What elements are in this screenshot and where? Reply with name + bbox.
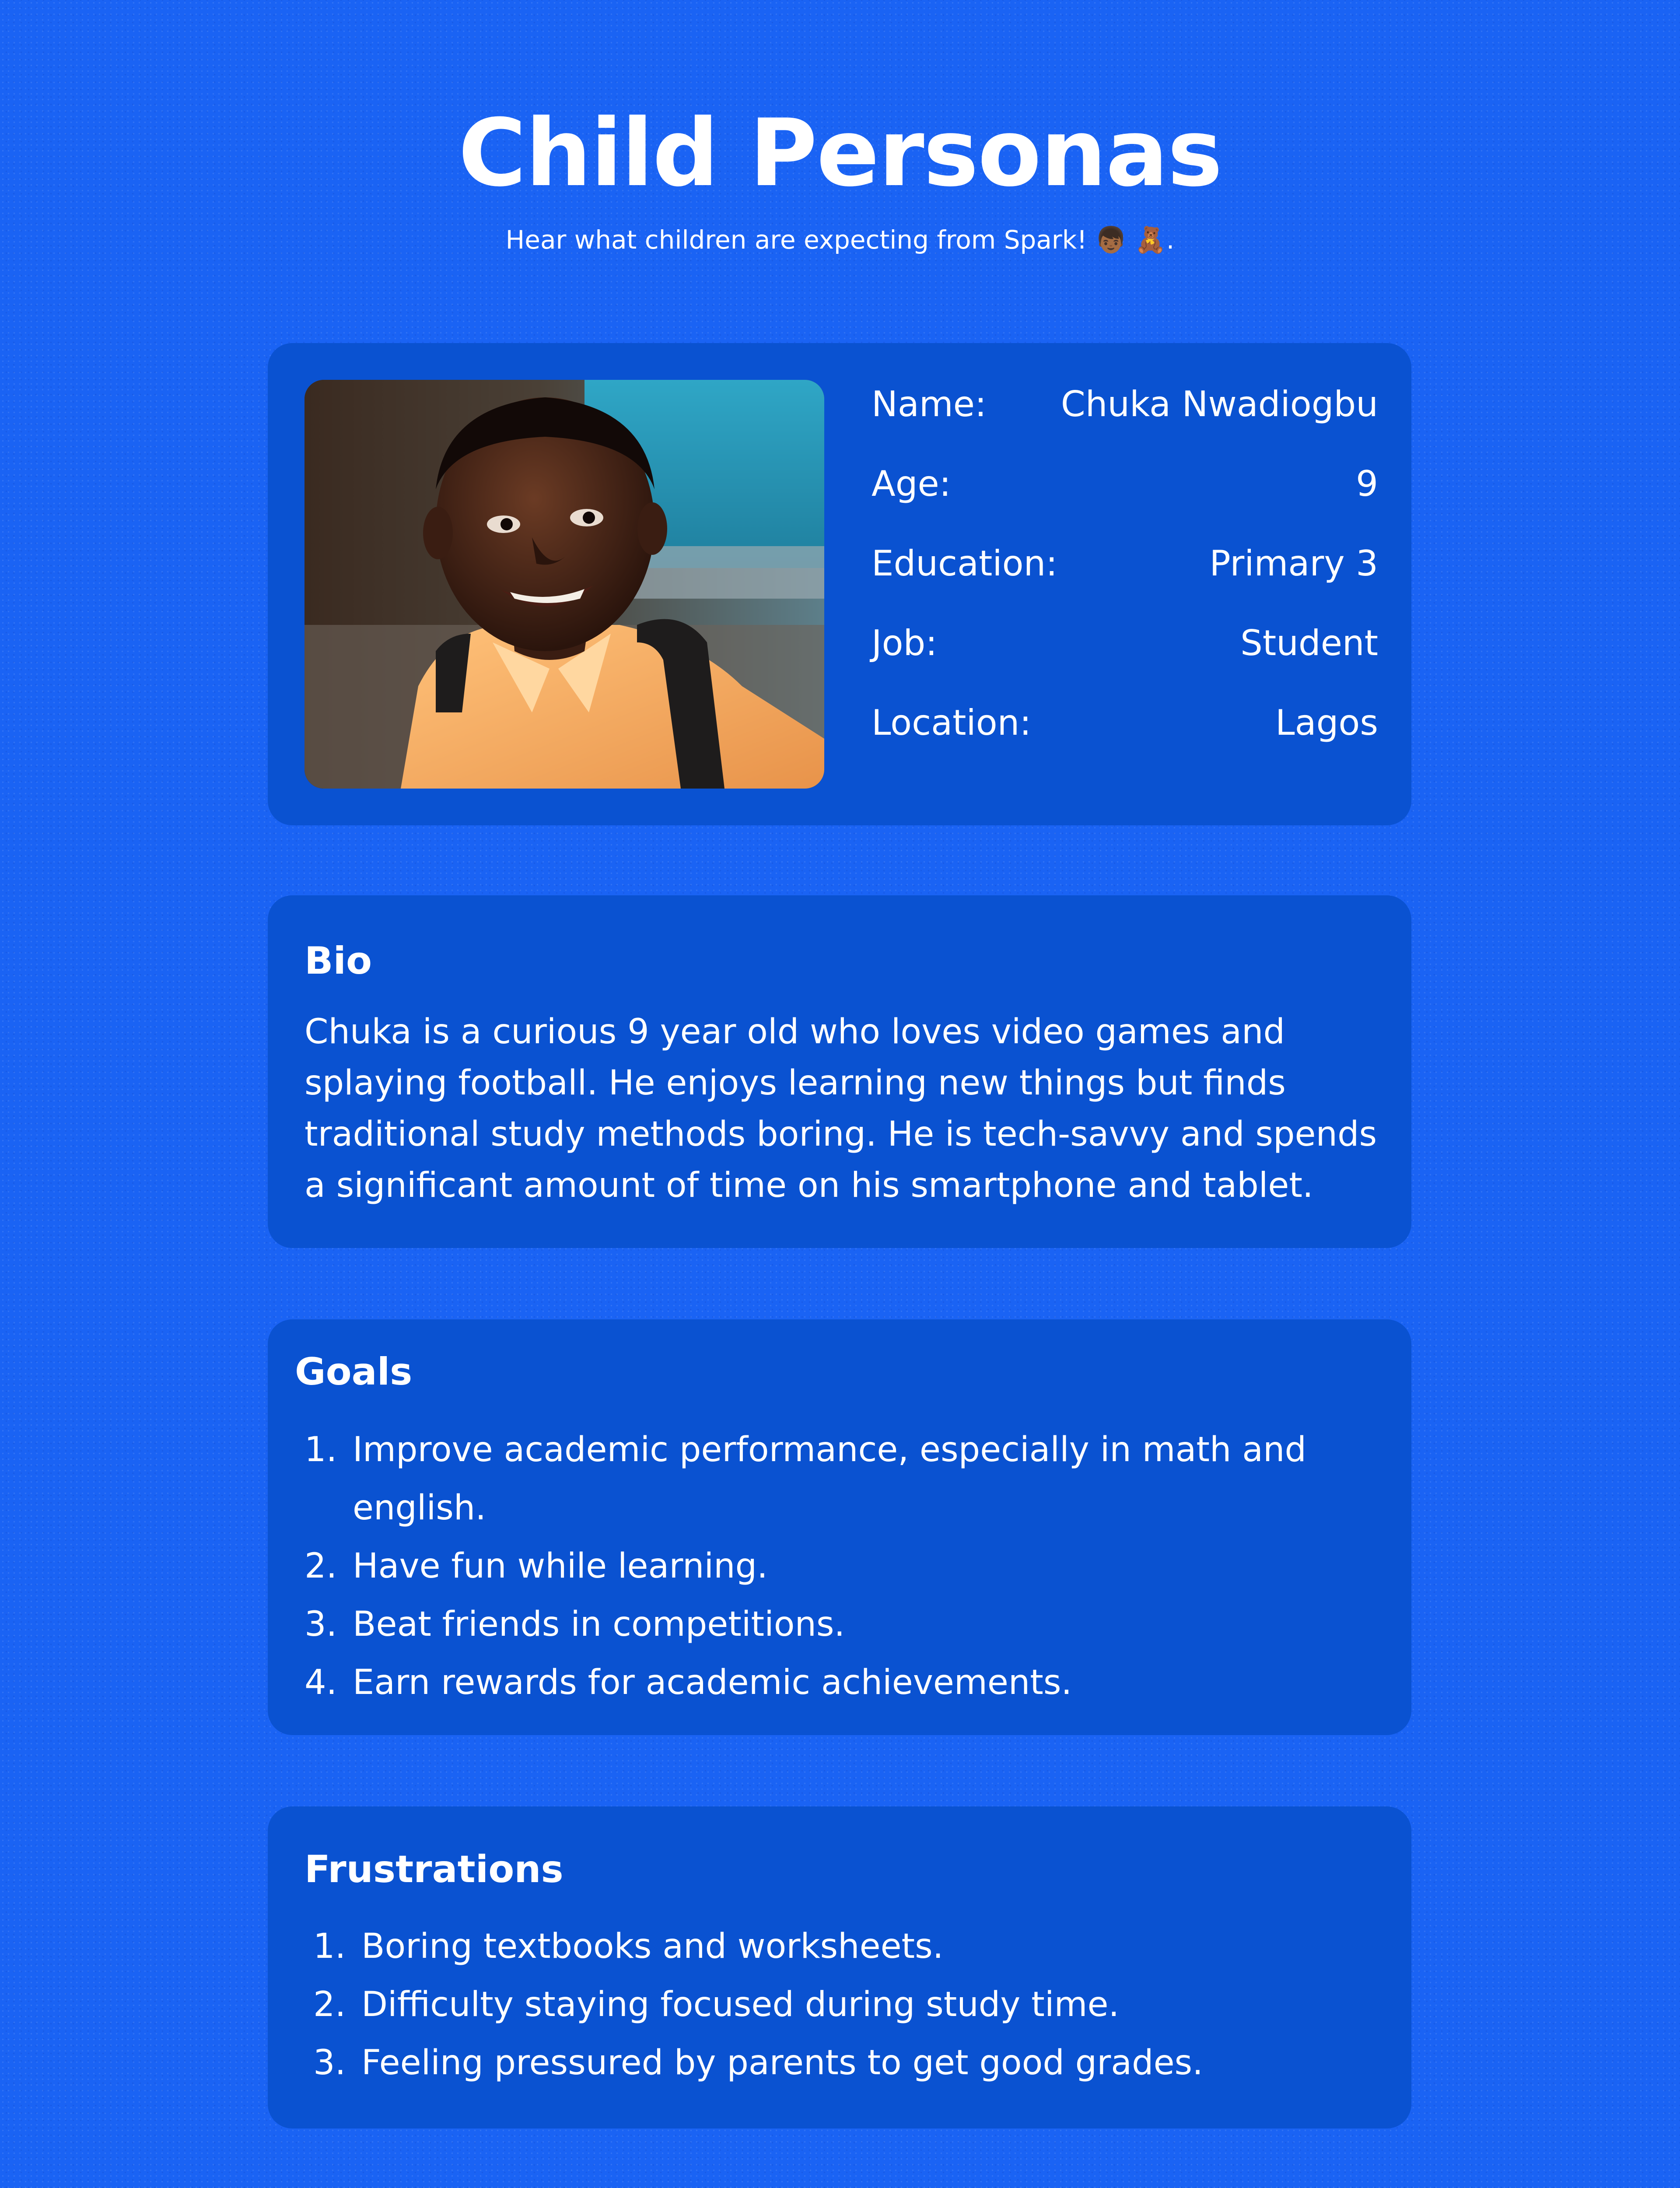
list-item-number: 3. [304, 1605, 337, 1644]
age-label: Age: [872, 463, 951, 504]
location-value: Lagos [1275, 702, 1378, 743]
list-item [304, 1537, 1363, 1595]
child-photo [304, 380, 824, 789]
list-item-text: Have fun while learning. [353, 1546, 768, 1586]
list-item-number: 1. [304, 1430, 337, 1469]
list-item-number: 2. [313, 1985, 346, 2024]
list-item [313, 1976, 1372, 2034]
profile-info [872, 380, 1378, 778]
location-label: Location: [872, 702, 1032, 743]
frustrations-title: Frustrations [304, 1848, 564, 1891]
page-title: Child Personas [458, 99, 1222, 207]
bio-text: Chuka is a curious 9 year old who loves video games and splaying football. He enjoys learning new things but finds traditional study methods boring. He is tech-savvy and spends a significant amount of time on his smartphone and tablet. [304, 1012, 1377, 1205]
list-item-number: 2. [304, 1546, 337, 1586]
list-item-text: Boring textbooks and worksheets. [361, 1927, 944, 1966]
education-value: Primary 3 [1209, 543, 1378, 584]
education-label: Education: [872, 543, 1058, 584]
name-label: Name: [872, 384, 987, 424]
list-item [304, 1654, 1363, 1712]
profile-card [268, 343, 1411, 825]
bio-card [268, 895, 1411, 1248]
frustrations-list [313, 1918, 1372, 2092]
name-value: Chuka Nwadiogbu [1060, 384, 1378, 424]
profile-row-location [872, 698, 1378, 778]
profile-row-name [872, 380, 1378, 459]
frustrations-card [268, 1806, 1411, 2128]
list-item [313, 2034, 1372, 2092]
age-value: 9 [1356, 463, 1378, 504]
list-item-number: 1. [313, 1927, 346, 1966]
list-item-text: Difficulty staying focused during study time. [361, 1985, 1120, 2024]
list-item-number: 3. [313, 2043, 346, 2083]
profile-row-job [872, 619, 1378, 698]
list-item-text: Beat friends in competitions. [353, 1605, 845, 1644]
goals-card [268, 1319, 1411, 1735]
bio-title: Bio [304, 939, 372, 983]
goals-title: Goals [295, 1350, 413, 1394]
list-item [304, 1595, 1363, 1654]
goals-list [304, 1421, 1363, 1712]
job-label: Job: [872, 623, 938, 663]
list-item [304, 1421, 1363, 1537]
list-item [313, 1918, 1372, 1976]
list-item-text: Earn rewards for academic achievements. [353, 1663, 1072, 1702]
list-item-text: Improve academic performance, especially in math and english. [353, 1430, 1306, 1528]
child-photo-illustration [304, 380, 824, 789]
page-subtitle: Hear what children are expecting from Spark! 👦🏾 🧸. [505, 225, 1175, 255]
profile-row-education [872, 539, 1378, 619]
list-item-text: Feeling pressured by parents to get good grades. [361, 2043, 1203, 2083]
job-value: Student [1240, 623, 1378, 663]
list-item-number: 4. [304, 1663, 337, 1702]
profile-row-age [872, 459, 1378, 539]
